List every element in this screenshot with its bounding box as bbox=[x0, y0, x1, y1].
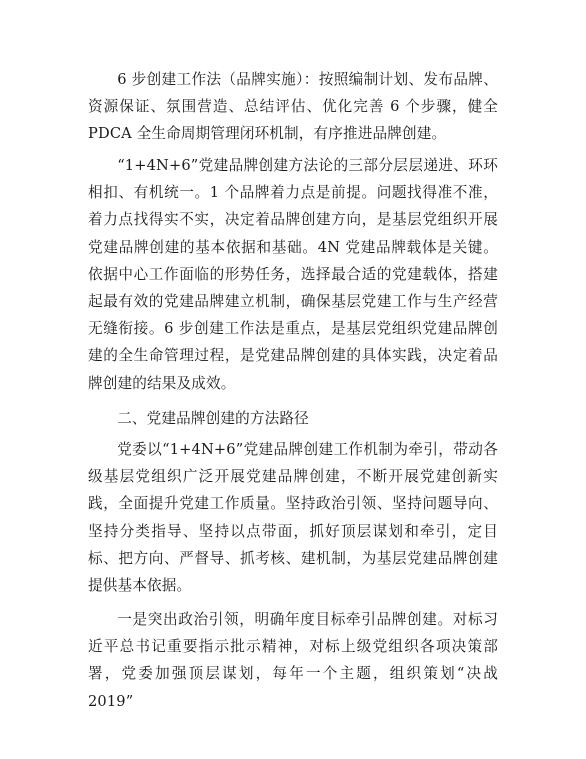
paragraph-party-committee-mechanism: 党委以“1+4N+6”党建品牌创建工作机制为牵引，带动各级基层党组织广泛开展党建品牌创建，不断开展党建创新实践，全面提升党建工作质量。坚持政治引领、坚持问题导向、坚持分类指导、坚持以点带面，抓好顶层谋划和牵引，定目标、把方向、严督导、抓考核、建机制，为基层党建品牌创建提供基本依据。 bbox=[88, 441, 498, 595]
paragraph-methodology-summary: “1+4N+6”党建品牌创建方法论的三部分层层递进、环环相扣、有机统一。1 个品牌着力点是前提。问题找得准不准，着力点找得实不实，决定着品牌创建方向，是基层党组织开展党建品牌创建的基本依据和基础。4N 党建品牌载体是关键。依据中心工作面临的形势任务，选择最合适的党建载体，搭建起最有效的党建品牌建立机制，确保基层党建工作与生产经营无缝衔接。6 步创建工作法是重点，是基层党组织党建品牌创建的全生命管理过程，是党建品牌创建的具体实践，决定着品牌创建的结果及成效。 bbox=[88, 157, 498, 392]
paragraph-six-step-method: 6 步创建工作法（品牌实施）：按照编制计划、发布品牌、资源保证、氛围营造、总结评估、优化完善 6 个步骤，健全 PDCA 全生命周期管理闭环机制，有序推进品牌创建。 bbox=[88, 71, 498, 143]
section-heading-method-path: 二、党建品牌创建的方法路径 bbox=[117, 410, 309, 427]
paragraph-political-leadership: 一是突出政治引领，明确年度目标牵引品牌创建。对标习近平总书记重要指示批示精神，对标上级党组织各项决策部署，党委加强顶层谋划，每年一个主题，组织策划“决战 2019” bbox=[88, 611, 498, 710]
